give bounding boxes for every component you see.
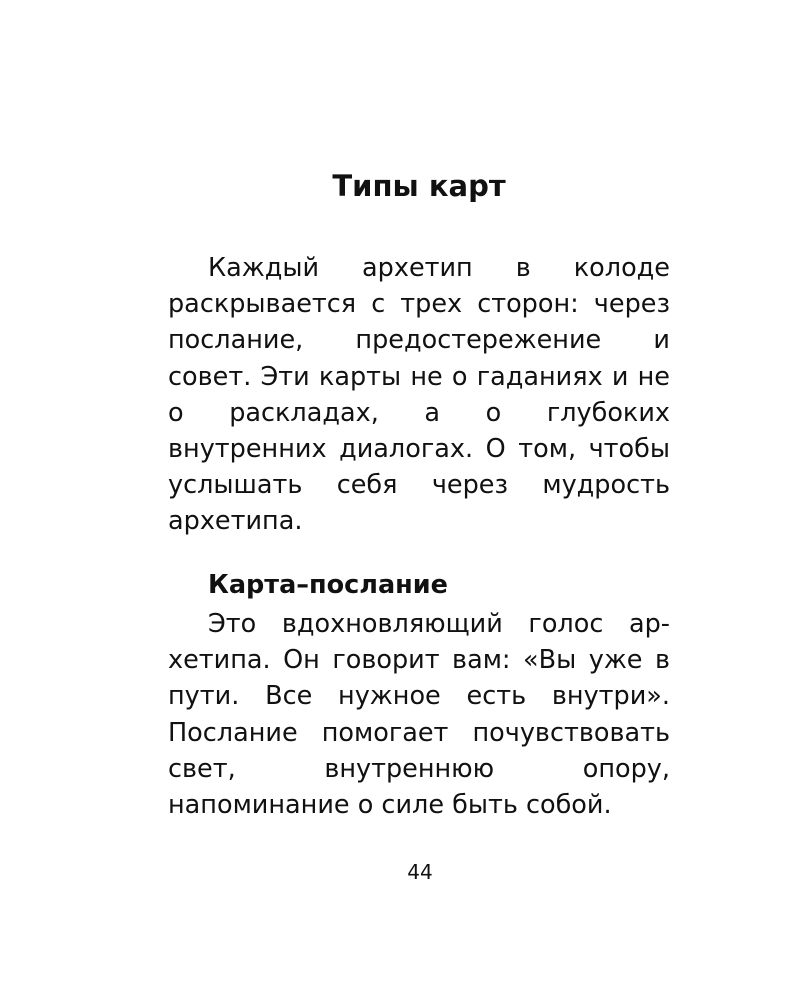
intro-paragraph: Каждый архетип в колоде раскрывается с трех сторон: через послание, предостережение и совет. Эти карты не о гаданиях и не о раскладах, а о глубоких внутренних диалогах. О том, чтобы услышать себя через мудрость архетипа. bbox=[168, 253, 670, 537]
section-heading: Карта–послание bbox=[208, 570, 448, 600]
page-number-text: 44 bbox=[407, 860, 433, 884]
book-page bbox=[168, 0, 670, 1000]
page-title: Типы карт bbox=[332, 169, 506, 203]
page-number bbox=[168, 858, 670, 886]
section-paragraph: Это вдохновляющий голос архетипа. Он говорит вам: «Вы уже в пути. Все нужное есть внутри». Послание помогает почувствовать свет, внутреннюю опору, напоминание о силе быть собой. bbox=[168, 609, 670, 821]
